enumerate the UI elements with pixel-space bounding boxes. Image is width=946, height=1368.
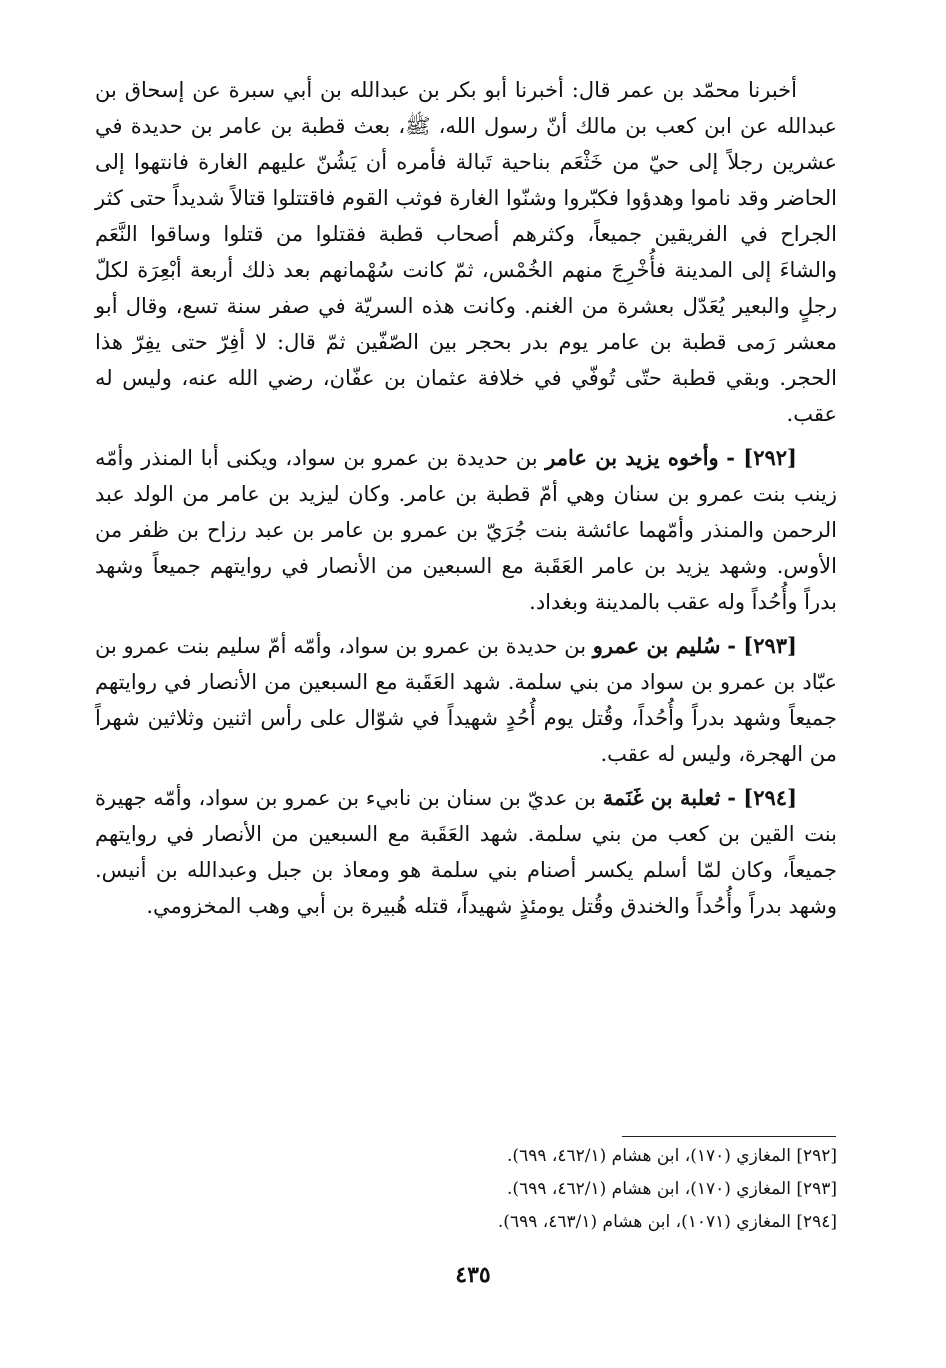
main-text — [95, 72, 837, 932]
entry-name: ثعلبة بن غَنَمة — [602, 785, 721, 810]
entry-text: بن حديدة بن عمرو بن سواد، وأمّه أمّ سليم بنت عمرو بن عبّاد بن عمرو بن سواد من بني سلمة. شهد العَقَبة مع السبعين من الأنصار في روايتهم جميعاً وشهد بدراً وأُحُداً، وقُتل يوم أُحُدٍ شهيداً في شوّال على رأس اثنين وثلاثين شهراً من الهجرة، وليس له عقب. — [95, 634, 837, 766]
entry-294 — [95, 780, 837, 924]
footnote-292: [٢٩٢] المغازي (١٧٠)، ابن هشام (٤٦٢/١، ٦٩٩). — [507, 1146, 837, 1166]
entry-292 — [95, 440, 837, 620]
entry-name: وأخوه يزيد بن عامر — [545, 445, 719, 470]
paragraph-intro — [95, 72, 837, 432]
page-number: ٤٣٥ — [455, 1262, 491, 1288]
entry-number: [٢٩٢] - — [726, 445, 797, 470]
footnote-293: [٢٩٣] المغازي (١٧٠)، ابن هشام (٤٦٢/١، ٦٩٩). — [507, 1179, 837, 1199]
entry-number: [٢٩٤] - — [727, 785, 797, 810]
footnote-294: [٢٩٤] المغازي (١٠٧١)، ابن هشام (٤٦٣/١، ٦٩٩). — [497, 1212, 837, 1232]
entry-text: بن حديدة بن عمرو بن سواد، ويكنى أبا المنذر وأمّه زينب بنت عمرو بن سنان وهي أمّ قطبة بن عامر. وكان ليزيد بن عامر من الولد عبد الرحمن والمنذر وأمّهما عائشة بنت جُرَيّ بن عمرو بن عامر بن عبد رزاح بن ظفر من الأوس. وشهد يزيد بن عامر العَقَبة مع السبعين من الأنصار في روايتهم جميعاً وشهد بدراً وأُحُداً وله عقب بالمدينة وبغداد. — [95, 446, 837, 614]
entry-text: بن عديّ بن سنان بن نابيء بن عمرو بن سواد، وأمّه جهيرة بنت القين بن كعب من بني سلمة. شهد العَقَبة مع السبعين من الأنصار في روايتهم جميعاً، وكان لمّا أسلم يكسر أصنام بني سلمة هو ومعاذ بن جبل وعبدالله بن أنيس. وشهد بدراً وأُحُداً والخندق وقُتل يومئذٍ شهيداً، قتله هُبيرة بن أبي وهب المخزومي. — [95, 786, 837, 918]
entry-name: سُليم بن عمرو — [592, 633, 721, 658]
paragraph-text: أخبرنا محمّد بن عمر قال: أخبرنا أبو بكر بن عبدالله بن أبي سبرة عن إسحاق بن عبدالله عن ابن كعب بن مالك أنّ رسول الله، ﷺ، بعث قطبة بن عامر بن حديدة في عشرين رجلاً إلى حيّ من خَثْعَم بناحية تَبالة فأمره أن يَشُنّ عليهم الغارة فانتهوا إلى الحاضر وقد ناموا وهدؤوا فكبّروا وشنّوا الغارة فوثب القوم فاقتتلوا قتالاً شديداً حتى كثر الجراح في الفريقين جميعاً، وكثرهم أصحاب قطبة فقتلوا من قتلوا وساقوا النَّعَم والشاءَ إلى المدينة فأُخْرِجَ منهم الخُمْس، ثمّ كانت سُهْمانهم بعد ذلك أربعة أبْعِرَة لكلّ رجلٍ والبعير يُعَدّل بعشرة من الغنم. وكانت هذه السريّة في صفر سنة تسع، وقال أبو معشر رَمى قطبة بن عامر يوم بدر بحجر بين الصّفّين ثمّ قال: لا أفِرّ حتى يفِرّ هذا الحجر. وبقي قطبة حتّى تُوفّي في خلافة عثمان بن عفّان، رضي الله عنه، وليس له عقب. — [95, 78, 837, 426]
footnotes — [95, 1140, 837, 1239]
entry-293 — [95, 628, 837, 772]
footnote-divider — [622, 1136, 836, 1137]
entry-number: [٢٩٣] - — [727, 633, 797, 658]
